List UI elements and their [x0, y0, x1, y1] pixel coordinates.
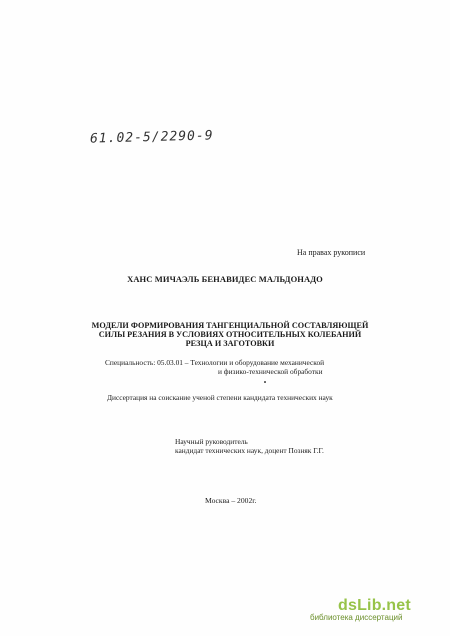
title-line: МОДЕЛИ ФОРМИРОВАНИЯ ТАНГЕНЦИАЛЬНОЙ СОСТАВЛЯЮЩЕЙ [91, 321, 369, 330]
title-line: РЕЗЦА И ЗАГОТОВКИ [185, 339, 275, 348]
author-name: ХАНС МИЧАЭЛЬ БЕНАВИДЕС МАЛЬДОНАДО [127, 274, 323, 284]
supervisor-label: Научный руководитель [175, 437, 248, 446]
watermark-logo: dsLib.net [338, 597, 411, 614]
watermark-subtitle: библиотека диссертаций [310, 613, 403, 622]
supervisor-name: кандидат технических наук, доцент Позняк Г.Г. [175, 446, 324, 455]
rights-note: На правах рукописи [297, 248, 366, 257]
dissertation-title [80, 321, 380, 348]
title-line: СИЛЫ РЕЗАНИЯ В УСЛОВИЯХ ОТНОСИТЕЛЬНЫХ КОЛЕБАНИЙ [98, 330, 362, 339]
specialty-line: Специальность: 05.03.01 – Технологии и оборудование механической [105, 358, 325, 367]
degree-statement: Диссертация на соискание ученой степени кандидата технических наук [107, 393, 333, 402]
stray-mark [264, 381, 266, 383]
supervisor-block [175, 437, 324, 455]
specialty-line-continued: и физико-технической обработки [218, 367, 323, 376]
city-year: Москва – 2002г. [205, 496, 257, 505]
dslib-watermark [310, 597, 450, 636]
specialty-block [105, 358, 324, 376]
handwritten-catalog-code: 61.02-5/2290-9 [89, 128, 214, 147]
